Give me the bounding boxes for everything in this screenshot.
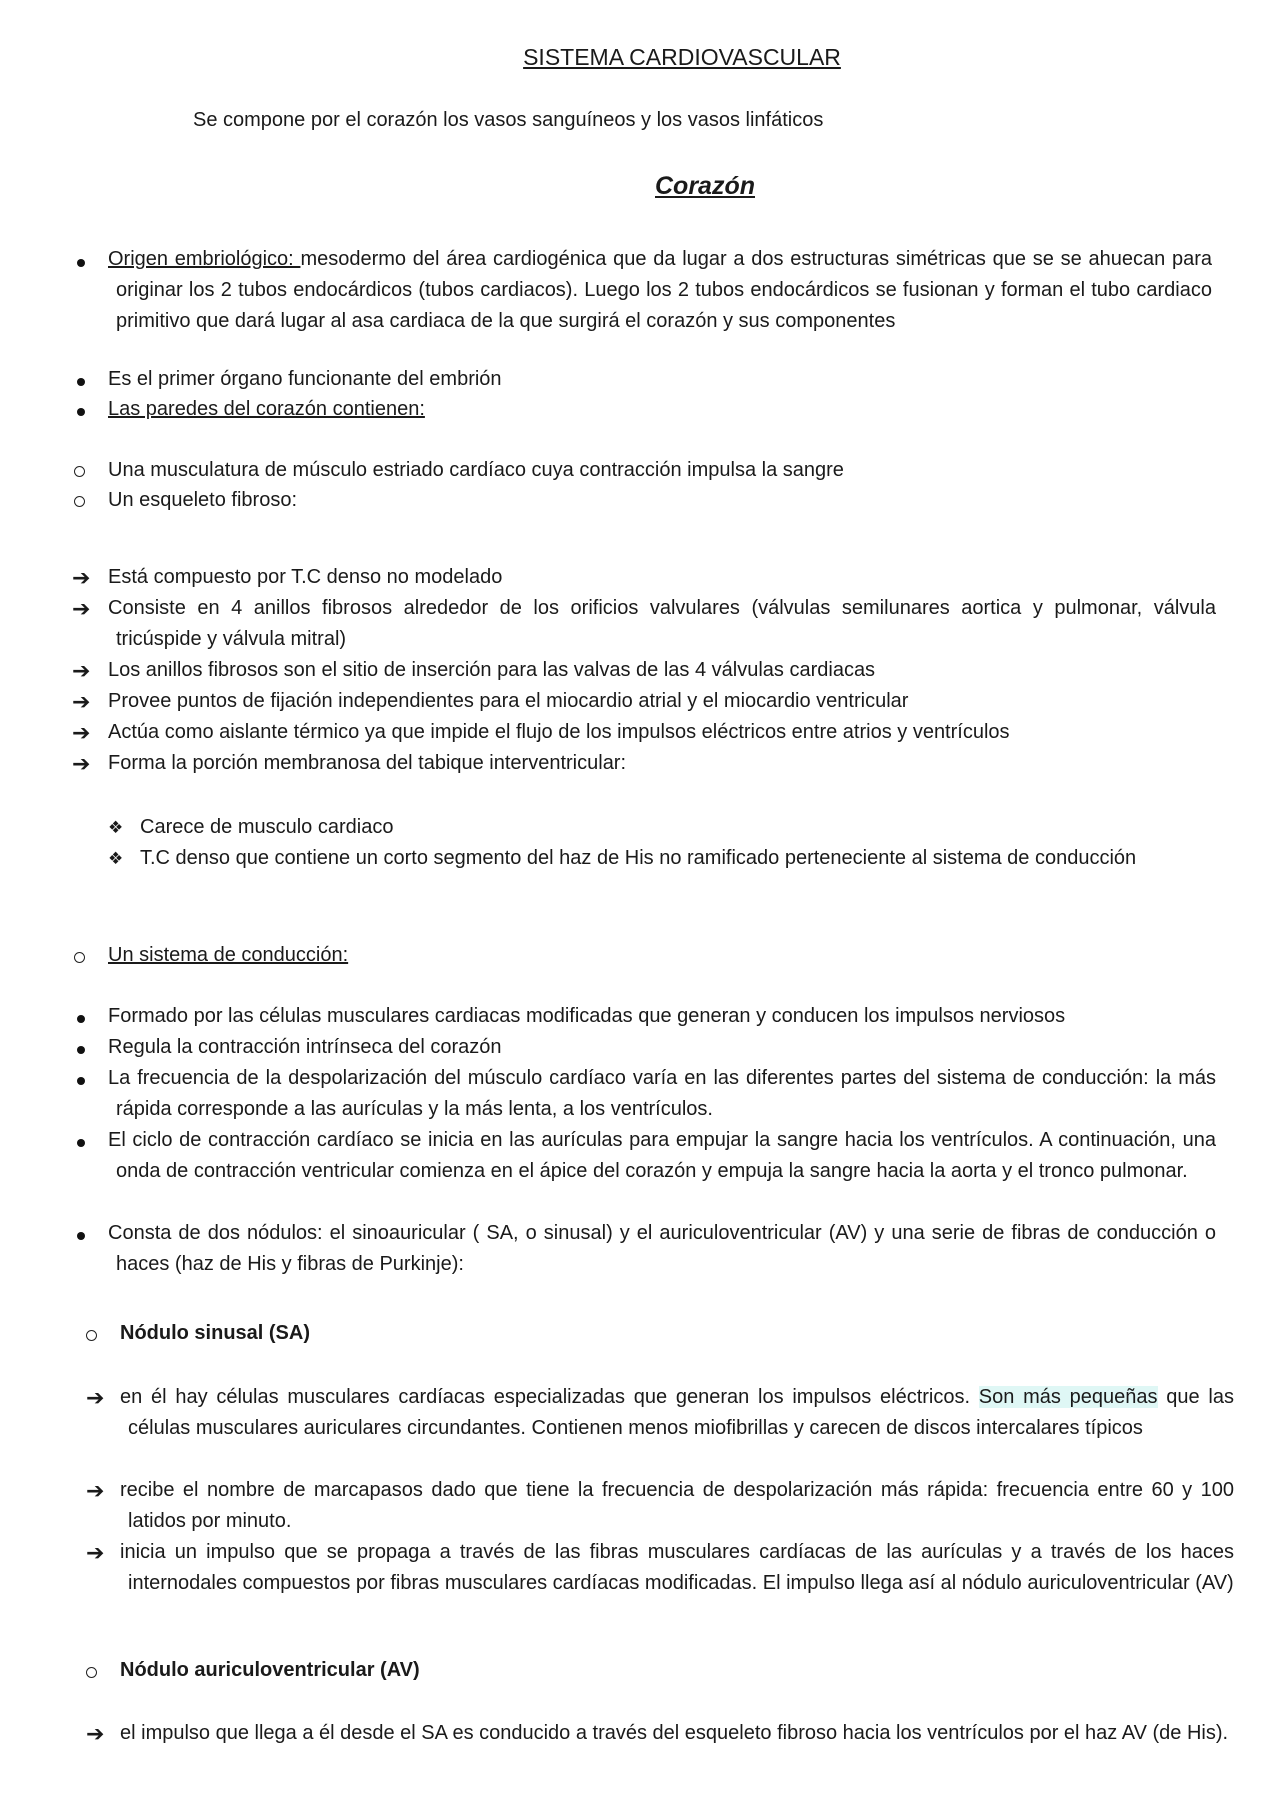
- right-arrow-icon: ➔: [72, 596, 91, 621]
- list-item: Consta de dos nódulos: el sinoauricular ( SA, o sinusal) y el auriculoventricular (AV) y una serie de fibras de conducción o haces (haz de His y fibras de Purkinje):: [108, 1222, 1216, 1275]
- section-title-corazon: Corazón: [655, 172, 755, 200]
- bullet-dot-icon: [77, 1046, 85, 1054]
- list-item: Un sistema de conducción:: [108, 944, 349, 966]
- list-item: Una musculatura de músculo estriado cardíaco cuya contracción impulsa la sangre: [108, 459, 844, 481]
- list-item: Provee puntos de fijación independientes para el miocardio atrial y el miocardio ventricular: [108, 690, 909, 712]
- right-arrow-icon: ➔: [86, 1540, 105, 1565]
- list-item: Consiste en 4 anillos fibrosos alrededor de los orificios valvulares (válvulas semilunares aortica y pulmonar, válvula tricúspide y válvula mitral): [108, 597, 1216, 650]
- list-item: en él hay células musculares cardíacas especializadas que generan los impulsos eléctricos. Son más pequeñas que las células musculares auriculares circundantes. Contienen menos miofibrillas y carecen de discos intercalares típicos: [120, 1386, 1234, 1439]
- list-item: Formado por las células musculares cardiacas modificadas que generan y conducen los impulsos nerviosos: [108, 1005, 1066, 1027]
- right-arrow-icon: ➔: [72, 720, 91, 745]
- hollow-circle-icon: [74, 952, 85, 963]
- list-item: Es el primer órgano funcionante del embrión: [108, 368, 502, 390]
- bullet-dot-icon: [77, 1015, 85, 1023]
- list-item: Actúa como aislante térmico ya que impide el flujo de los impulsos eléctricos entre atrios y ventrículos: [108, 721, 1010, 743]
- intro-text: Se compone por el corazón los vasos sanguíneos y los vasos linfáticos: [193, 109, 824, 131]
- bullet-dot-icon: [77, 408, 85, 416]
- list-item: Un esqueleto fibroso:: [108, 489, 298, 511]
- bullet-dot-icon: [77, 378, 85, 386]
- right-arrow-icon: ➔: [86, 1721, 105, 1746]
- list-item: Está compuesto por T.C denso no modelado: [108, 566, 503, 588]
- right-arrow-icon: ➔: [72, 565, 91, 590]
- list-item: El ciclo de contracción cardíaco se inicia en las aurículas para empujar la sangre hacia los ventrículos. A continuación, una onda de contracción ventricular comienza en el ápice del corazón y empuja la sangre hacia la aorta y el tronco pulmonar.: [108, 1129, 1216, 1182]
- list-item: recibe el nombre de marcapasos dado que tiene la frecuencia de despolarización más rápida: frecuencia entre 60 y 100 latidos por minuto.: [120, 1479, 1234, 1532]
- bullet-dot-icon: [77, 1139, 85, 1147]
- hollow-circle-icon: [74, 466, 85, 477]
- right-arrow-icon: ➔: [72, 689, 91, 714]
- four-diamond-icon: ❖: [108, 849, 124, 868]
- right-arrow-icon: ➔: [72, 751, 91, 776]
- list-item: Carece de musculo cardiaco: [140, 816, 394, 838]
- hollow-circle-icon: [74, 496, 85, 507]
- four-diamond-icon: ❖: [108, 818, 124, 837]
- list-item: Las paredes del corazón contienen:: [108, 398, 425, 420]
- bullet-dot-icon: [77, 259, 85, 267]
- list-item: inicia un impulso que se propaga a través de las fibras musculares cardíacas de las aurículas y a través de los haces internodales compuestos por fibras musculares cardíacas modificadas. El impulso llega así al nódulo auriculoventricular (AV): [120, 1541, 1234, 1594]
- list-item: Regula la contracción intrínseca del corazón: [108, 1036, 502, 1058]
- list-item: T.C denso que contiene un corto segmento del haz de His no ramificado perteneciente al sistema de conducción: [140, 847, 1137, 869]
- bullet-dot-icon: [77, 1232, 85, 1240]
- hollow-circle-icon: [86, 1330, 97, 1341]
- section-heading-av: Nódulo auriculoventricular (AV): [120, 1659, 420, 1681]
- page-title: SISTEMA CARDIOVASCULAR: [523, 44, 841, 70]
- list-item: Los anillos fibrosos son el sitio de inserción para las valvas de las 4 válvulas cardiacas: [108, 659, 876, 681]
- bullet-dot-icon: [77, 1077, 85, 1085]
- list-item: Origen embriológico: mesodermo del área cardiogénica que da lugar a dos estructuras simétricas que se se ahuecan para originar los 2 tubos endocárdicos (tubos cardiacos). Luego los 2 tubos endocárdicos se fusionan y forman el tubo cardiaco primitivo que dará lugar al asa cardiaca de la que surgirá el corazón y sus componentes: [108, 248, 1212, 332]
- hollow-circle-icon: [86, 1667, 97, 1678]
- list-item: Forma la porción membranosa del tabique interventricular:: [108, 752, 627, 774]
- right-arrow-icon: ➔: [86, 1385, 105, 1410]
- right-arrow-icon: ➔: [86, 1478, 105, 1503]
- list-item: La frecuencia de la despolarización del músculo cardíaco varía en las diferentes partes del sistema de conducción: la más rápida corresponde a las aurículas y la más lenta, a los ventrículos.: [108, 1067, 1216, 1120]
- section-heading-sa: Nódulo sinusal (SA): [120, 1322, 310, 1344]
- right-arrow-icon: ➔: [72, 658, 91, 683]
- list-item: el impulso que llega a él desde el SA es conducido a través del esqueleto fibroso hacia los ventrículos por el haz AV (de His).: [120, 1722, 1229, 1744]
